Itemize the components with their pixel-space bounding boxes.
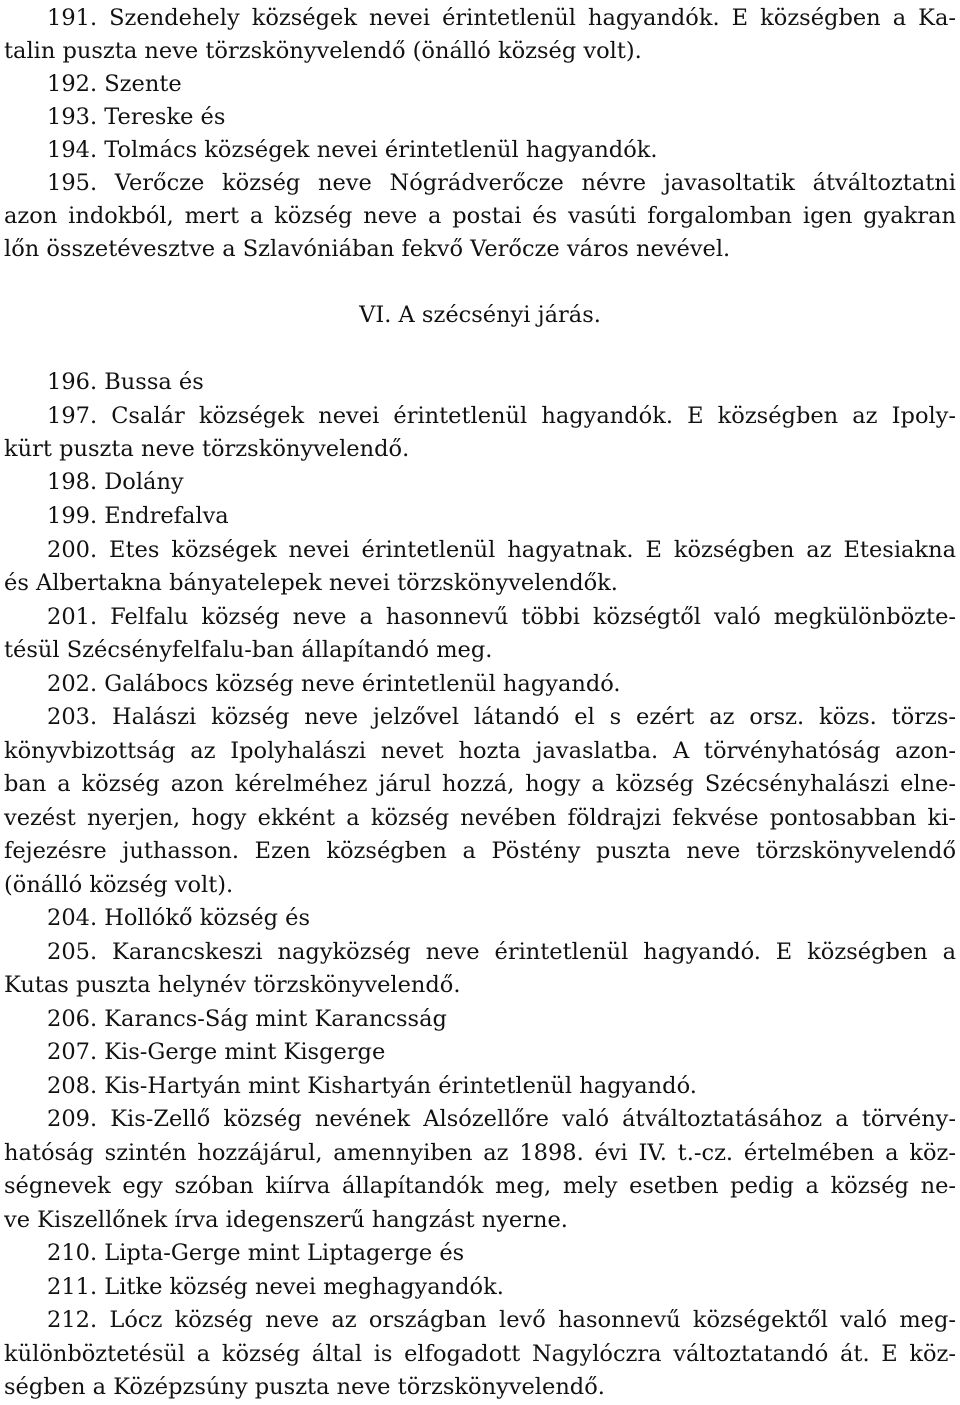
entry-212-line-2: különböztetésül a község által is elfogadott Nagylóczra változtatandó át. E köz- <box>4 1341 956 1367</box>
entry-197-line-1: 197. Csalár községek nevei érintetlenül hagyandók. E községben az Ipoly- <box>47 403 956 429</box>
entry-192: 192. Szente <box>47 71 182 97</box>
entry-195-line-2: azon indokból, mert a község neve a postai és vasúti forgalomban igen gyakran <box>4 203 956 229</box>
entry-197-line-2: kürt puszta neve törzskönyvelendő. <box>4 436 410 462</box>
entry-208: 208. Kis-Hartyán mint Kishartyán érintetlenül hagyandó. <box>47 1073 697 1099</box>
entry-201-line-1: 201. Felfalu község neve a hasonnevű többi községtől való megkülönbözte- <box>47 604 956 630</box>
entry-207: 207. Kis-Gerge mint Kisgerge <box>47 1039 386 1065</box>
entry-203-line-2: könyvbizottság az Ipolyhalászi nevet hozta javaslatba. A törvényhatóság azon- <box>4 738 956 764</box>
section-heading: VI. A szécsényi járás. <box>359 302 601 328</box>
entry-195-line-1: 195. Verőcze község neve Nógrádverőcze névre javasoltatik átváltoztatni <box>47 170 956 196</box>
entry-204: 204. Hollókő község és <box>47 905 311 931</box>
entry-203-line-3: ban a község azon kérelméhez járul hozzá, hogy a község Szécsényhalászi elne- <box>4 771 956 797</box>
entry-205-line-2: Kutas puszta helynév törzskönyvelendő. <box>4 972 461 998</box>
entry-203-line-1: 203. Halászi község neve jelzővel látandó el s ezért az orsz. közs. törzs- <box>47 704 956 730</box>
entry-191-line-2: talin puszta neve törzskönyvelendő (önálló község volt). <box>4 38 642 64</box>
entry-209-line-1: 209. Kis-Zellő község nevének Alsózellőre való átváltoztatásához a törvény- <box>47 1106 956 1132</box>
entry-202: 202. Galábocs község neve érintetlenül hagyandó. <box>47 671 621 697</box>
entry-198: 198. Dolány <box>47 469 184 495</box>
entry-212-line-3: ségben a Középzsúny puszta neve törzskönyvelendő. <box>4 1374 605 1400</box>
entry-205-line-1: 205. Karancskeszi nagyközség neve érintetlenül hagyandó. E községben a <box>47 939 956 965</box>
entry-209-line-4: ve Kiszellőnek írva idegenszerű hangzást nyerne. <box>4 1207 568 1233</box>
entry-194: 194. Tolmács községek nevei érintetlenül hagyandók. <box>47 137 658 163</box>
entry-203-line-5: fejezésre juthasson. Ezen községben a Pöstény puszta neve törzskönyvelendő <box>4 838 956 864</box>
entry-206: 206. Karancs-Ság mint Karancsság <box>47 1006 447 1032</box>
entry-191-line-1: 191. Szendehely községek nevei érintetlenül hagyandók. E községben a Ka- <box>47 5 956 31</box>
entry-203-line-4: vezést nyerjen, hogy ekként a község nevében földrajzi fekvése pontosabban ki- <box>4 805 956 831</box>
entry-193: 193. Tereske és <box>47 104 226 130</box>
entry-201-line-2: tésül Szécsényfelfalu-ban állapítandó meg. <box>4 637 493 663</box>
entry-203-line-6: (önálló község volt). <box>4 872 234 898</box>
entry-195-line-3: lőn összetévesztve a Szlavóniában fekvő Verőcze város nevével. <box>4 236 731 262</box>
entry-199: 199. Endrefalva <box>47 503 229 529</box>
entry-200-line-1: 200. Etes községek nevei érintetlenül hagyatnak. E községben az Etesiakna <box>47 537 956 563</box>
entry-212-line-1: 212. Lócz község neve az országban levő hasonnevű községektől való meg- <box>47 1307 956 1333</box>
entry-210: 210. Lipta-Gerge mint Liptagerge és <box>47 1240 465 1266</box>
entry-209-line-3: ségnevek egy szóban kiírva állapítandók meg, mely esetben pedig a község ne- <box>4 1173 956 1199</box>
entry-209-line-2: hatóság szintén hozzájárul, amennyiben az 1898. évi IV. t.-cz. értelmében a köz- <box>4 1140 956 1166</box>
entry-196: 196. Bussa és <box>47 369 204 395</box>
entry-200-line-2: és Albertakna bányatelepek nevei törzskönyvelendők. <box>4 570 618 596</box>
entry-211: 211. Litke község nevei meghagyandók. <box>47 1274 504 1300</box>
